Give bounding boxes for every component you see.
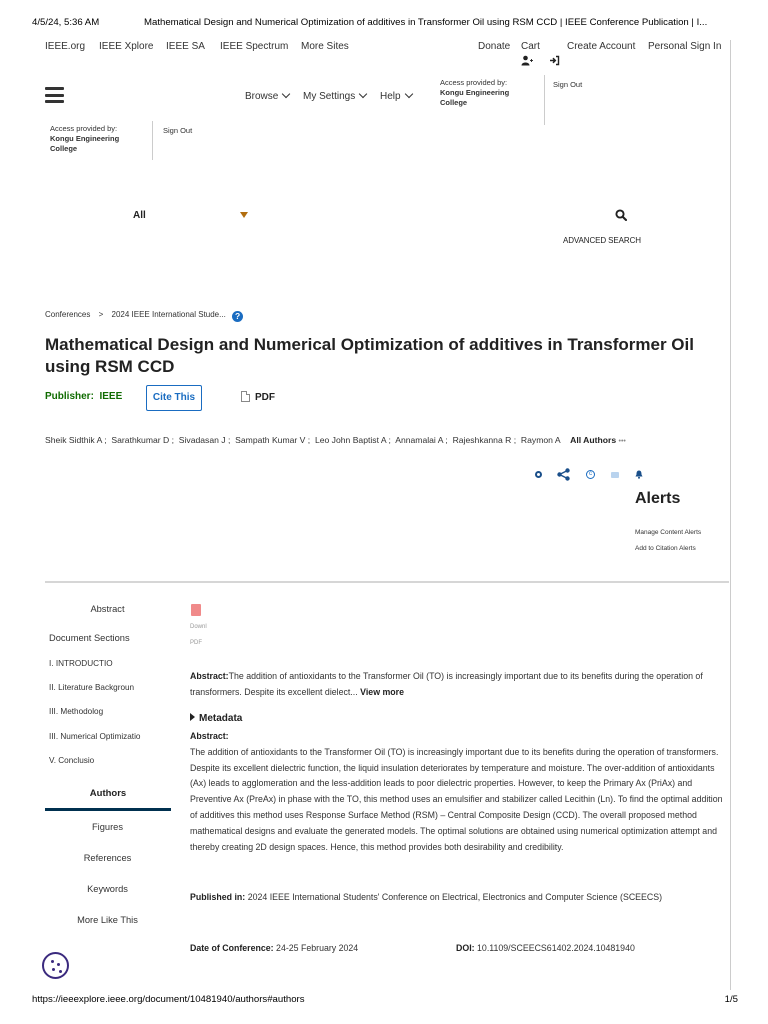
- sidebar-document-sections-heading: Document Sections: [49, 633, 130, 643]
- abstract-label: Abstract:: [190, 671, 229, 681]
- page-right-border: [730, 40, 731, 990]
- sidebar-item-figures[interactable]: Figures: [91, 822, 123, 832]
- search-scope-select[interactable]: All: [133, 210, 146, 221]
- abstract-full: [190, 729, 725, 855]
- breadcrumb-separator: >: [98, 310, 104, 319]
- section-divider: [45, 581, 729, 583]
- pdf-link-label: PDF: [255, 392, 275, 403]
- link-ieee-sa[interactable]: IEEE SA: [166, 41, 205, 52]
- abstract-teaser-text: The addition of antioxidants to the Transformer Oil (TO) is increasingly important due to its benefits during the operation of transformers. Despite its excellent dielect...: [190, 671, 703, 697]
- caret-right-icon: [190, 713, 195, 721]
- advanced-search-link[interactable]: ADVANCED SEARCH: [563, 236, 641, 245]
- access-divider: [152, 121, 153, 160]
- breadcrumb-conferences[interactable]: Conferences: [45, 310, 91, 319]
- download-sub-label: PDF: [190, 640, 202, 646]
- sidebar-item-authors[interactable]: Authors: [45, 786, 171, 811]
- doi-link[interactable]: 10.1109/SCEECS61402.2024.10481940: [477, 943, 635, 953]
- link-ieee-org[interactable]: IEEE.org: [45, 41, 86, 52]
- chevron-down-icon: [404, 90, 412, 98]
- nav-sign-out-link[interactable]: Sign Out: [553, 80, 583, 89]
- author-link[interactable]: Rajeshkanna R: [452, 435, 512, 445]
- access-org: Kongu Engineering College: [50, 134, 120, 153]
- sidebar-section-introduction[interactable]: I. INTRODUCTIO: [49, 659, 113, 668]
- sidebar-section-literature[interactable]: II. Literature Backgroun: [49, 683, 135, 692]
- bell-icon[interactable]: [635, 470, 643, 479]
- add-user-icon[interactable]: [521, 55, 533, 66]
- published-in: [190, 890, 725, 906]
- copyright-icon[interactable]: c: [586, 470, 595, 479]
- pdf-link[interactable]: [241, 391, 275, 403]
- menu-help-label: Help: [380, 91, 401, 102]
- link-create-account[interactable]: Create Account: [567, 41, 636, 52]
- author-link[interactable]: Sarathkumar D: [111, 435, 170, 445]
- dropdown-caret-icon[interactable]: [240, 212, 248, 218]
- author-link[interactable]: Sheik Sidthik A: [45, 435, 102, 445]
- breadcrumb: [45, 310, 243, 322]
- publisher-name: IEEE: [99, 391, 123, 402]
- abstract-teaser: [190, 669, 725, 701]
- doi-label: DOI:: [456, 943, 475, 953]
- sidebar-item-keywords[interactable]: Keywords: [87, 884, 128, 894]
- sign-in-icon[interactable]: [549, 55, 560, 66]
- sidebar-section-conclusion[interactable]: V. Conclusio: [49, 756, 95, 765]
- author-link[interactable]: Sampath Kumar V: [235, 435, 306, 445]
- search-icon[interactable]: [615, 209, 627, 221]
- menu-my-settings-label: My Settings: [303, 91, 356, 102]
- print-datetime: 4/5/24, 5:36 AM: [32, 17, 100, 28]
- sidebar-item-references[interactable]: References: [83, 853, 132, 863]
- nav-access-label: Access provided by:: [440, 78, 508, 87]
- conference-date-value: 24-25 February 2024: [276, 943, 359, 953]
- published-in-link[interactable]: 2024 IEEE International Students' Conference on Electrical, Electronics and Computer Science (SCEECS): [247, 892, 663, 902]
- folder-icon[interactable]: [611, 472, 619, 478]
- cookie-settings-icon[interactable]: [42, 952, 69, 979]
- conference-date-label: Date of Conference:: [190, 943, 274, 953]
- cite-this-button[interactable]: Cite This: [146, 385, 202, 411]
- add-citation-alerts-link[interactable]: Add to Citation Alerts: [635, 545, 696, 552]
- author-link[interactable]: Leo John Baptist A: [314, 435, 387, 445]
- print-url: https://ieeexplore.ieee.org/document/10481940/authors#authors: [32, 994, 305, 1005]
- access-label: Access provided by:: [50, 124, 118, 133]
- sidebar-section-optimization[interactable]: III. Numerical Optimizatio: [49, 732, 141, 741]
- author-link[interactable]: Sivadasan J: [178, 435, 226, 445]
- print-footer: [32, 994, 738, 1005]
- conference-date: [190, 941, 450, 957]
- chevron-down-icon: [282, 90, 290, 98]
- sidebar-item-more-like-this[interactable]: More Like This: [77, 915, 138, 925]
- print-page-title: Mathematical Design and Numerical Optimization of additives in Transformer Oil using RSM CCD | IEEE Conference Publication | I...: [144, 17, 708, 28]
- breadcrumb-conference[interactable]: 2024 IEEE International Stude...: [111, 310, 226, 319]
- more-icon[interactable]: •••: [618, 438, 626, 445]
- download-citation-icon[interactable]: [535, 471, 542, 478]
- all-authors-link[interactable]: All Authors: [570, 435, 617, 445]
- menu-browse[interactable]: [245, 91, 289, 102]
- doi-info: [456, 941, 726, 957]
- abstract-full-text: The addition of antioxidants to the Transformer Oil (TO) is increasingly important due to its benefits during the operation of transformers. Despite its excellent dielectric function, the liquid insulation deteriorates by temperature and moisture. The over-addition of antioxidants (Ax) leads to agglomeration and the less-addition leads to poor dielectric properties. However, to keep the Primary Ax (PriAx) and Preventive Ax (PreAx) in phase with the TO, this method uses an emulsifier and stabilizer called Lecithin (Ln). To find the optimal addition of additives this method uses Response Surface Method (RSM) – Central Composite Design (CCD). The overall proposed method mathematical designs and evaluate the generated models. The optimal solutions are obtained using numerical optimization attempt and thereby creating 2D design spaces. Hence, this method provides both desirability and credibility.: [190, 746, 723, 852]
- hamburger-menu-icon[interactable]: [45, 87, 64, 103]
- pdf-file-icon: [241, 391, 250, 402]
- author-link[interactable]: Raymon A: [520, 435, 561, 445]
- link-cart[interactable]: Cart: [521, 41, 540, 52]
- menu-browse-label: Browse: [245, 91, 279, 102]
- sign-out-link[interactable]: Sign Out: [163, 126, 193, 135]
- chevron-down-icon: [359, 90, 367, 98]
- metadata-label: Metadata: [199, 713, 243, 724]
- link-donate[interactable]: Donate: [478, 41, 511, 52]
- author-link[interactable]: Annamalai A: [395, 435, 444, 445]
- link-ieee-spectrum[interactable]: IEEE Spectrum: [220, 41, 289, 52]
- help-icon[interactable]: ?: [232, 311, 243, 322]
- alerts-heading: Alerts: [635, 490, 681, 507]
- abstract-full-label: Abstract:: [190, 731, 229, 741]
- link-personal-sign-in[interactable]: Personal Sign In: [648, 41, 722, 52]
- menu-help[interactable]: [380, 91, 412, 102]
- menu-my-settings[interactable]: [303, 91, 366, 102]
- link-more-sites[interactable]: More Sites: [301, 41, 349, 52]
- download-label[interactable]: Downl: [190, 624, 207, 630]
- sidebar-section-methodology[interactable]: III. Methodolog: [49, 707, 104, 716]
- nav-access-org: Kongu Engineering College: [440, 88, 510, 107]
- access-info: [50, 124, 145, 154]
- published-in-label: Published in:: [190, 892, 246, 902]
- metadata-toggle[interactable]: [190, 713, 242, 724]
- nav-access-info: [440, 78, 530, 108]
- sidebar-item-abstract[interactable]: Abstract: [90, 604, 125, 614]
- publisher-label: Publisher:: [45, 391, 94, 402]
- nav-divider: [544, 75, 545, 125]
- share-icon[interactable]: [557, 468, 570, 481]
- manage-content-alerts-link[interactable]: Manage Content Alerts: [635, 529, 702, 536]
- view-more-link[interactable]: View more: [360, 686, 404, 697]
- page-title: Mathematical Design and Numerical Optimization of additives in Transformer Oil using RSM CCD: [45, 335, 694, 376]
- publisher-info: [45, 391, 122, 402]
- pdf-download-icon[interactable]: [191, 604, 201, 616]
- authors-list: Sheik Sidthik A ; Sarathkumar D ; Sivadasan J ; Sampath Kumar V ; Leo John Baptist A ; Annamalai A ; Rajeshkanna R ; Raymon A All Authors •••: [45, 435, 626, 445]
- link-ieee-xplore[interactable]: IEEE Xplore: [99, 41, 154, 52]
- print-page-number: 1/5: [724, 994, 738, 1005]
